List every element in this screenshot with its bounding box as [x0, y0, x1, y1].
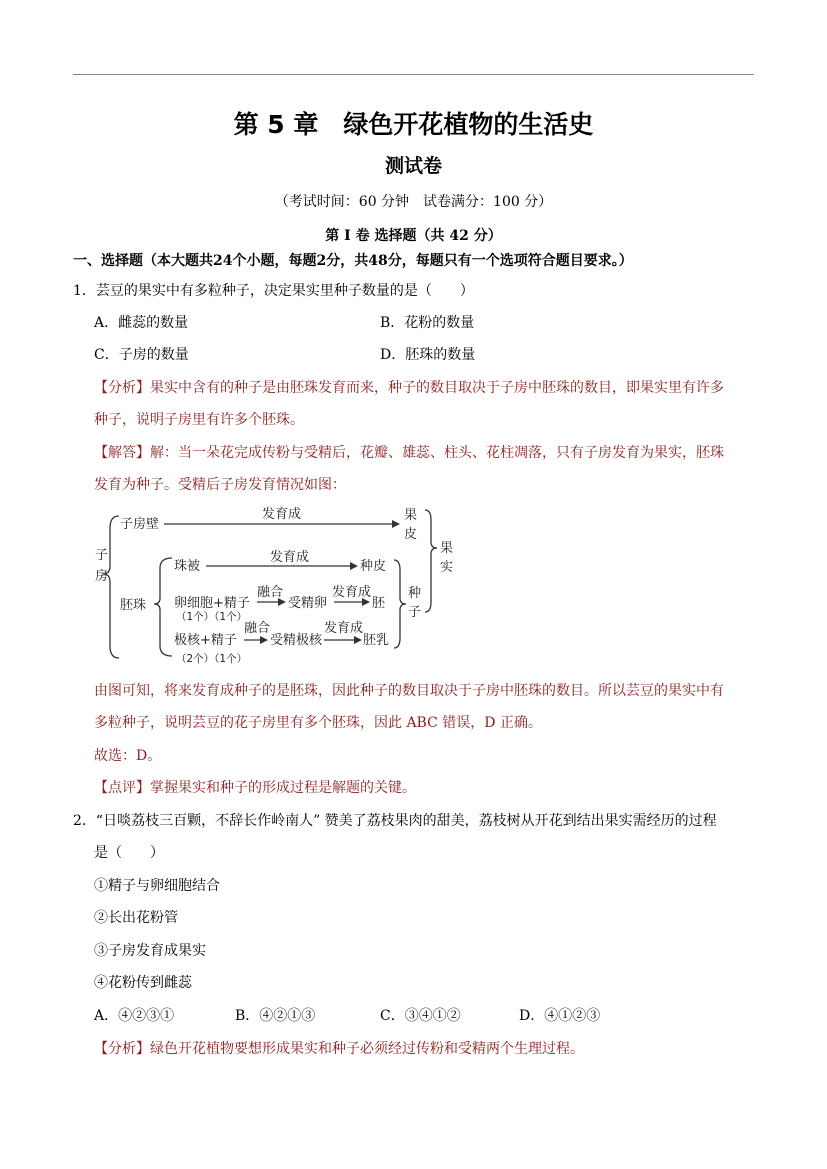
q2-item-4: ④花粉传到雌蕊: [94, 975, 192, 991]
exam-info: （考试时间：60 分钟 试卷满分：100 分）: [274, 194, 553, 210]
embryo-label: 胚: [372, 596, 386, 611]
q2-option-c[interactable]: C．③④①②: [380, 1008, 461, 1024]
integument-label: 珠被: [174, 559, 201, 574]
header-divider: [73, 74, 754, 75]
question-2-stem-line-2: 是（ ）: [94, 845, 164, 861]
develop-label-4: 发育成: [324, 621, 364, 636]
polar-sperm-count: （2个）（1个）: [176, 653, 248, 665]
arrowhead-fuse-2: [260, 636, 268, 644]
arrowhead-polar: [354, 636, 362, 644]
page-subtitle: 测试卷: [384, 155, 442, 177]
question-1-stem: 1．芸豆的果实中有多粒种子，决定果实里种子数量的是（ ）: [73, 283, 474, 299]
ovule-label: 胚珠: [120, 598, 147, 613]
q2-analysis: 【分析】绿色开花植物要想形成果实和种子必须经过传粉和受精两个生理过程。: [94, 1041, 584, 1057]
pericarp-label-2: 皮: [404, 527, 418, 542]
q1-option-b[interactable]: B．花粉的数量: [380, 315, 475, 331]
ovary-development-diagram: [92, 504, 462, 669]
fruit-label-1: 果: [440, 541, 454, 556]
q1-conclusion-line-1: 由图可知，将来发育成种子的是胚珠，因此种子的数目取决于子房中胚珠的数目。所以芸豆的果实中有: [94, 683, 724, 699]
section-heading: 一、选择题（本大题共24个小题，每题2分，共48分，每题只有一个选项符合题目要求。）: [73, 253, 633, 269]
q2-item-2: ②长出花粉管: [94, 910, 178, 926]
endosperm-label: 胚乳: [363, 633, 390, 648]
q1-analysis-line-2: 种子，说明子房里有许多个胚珠。: [94, 412, 304, 428]
polar-sperm-label: 极核+精子: [174, 633, 237, 648]
q1-option-a[interactable]: A．雌蕊的数量: [94, 315, 189, 331]
ovary-brace: [103, 516, 119, 658]
ovule-brace: [154, 558, 172, 656]
ovary-wall-label: 子房壁: [120, 517, 160, 532]
fertilized-polar-label: 受精极核: [270, 633, 323, 648]
seed-label-1: 种: [408, 586, 422, 601]
egg-sperm-count: （1个）（1个）: [176, 611, 248, 623]
ovary-label-2: 房: [95, 569, 109, 584]
q1-answer-line-1: 【解答】解：当一朵花完成传粉与受精后，花瓣、雄蕊、柱头、花柱凋落，只有子房发育为果实，胚珠: [94, 445, 724, 461]
q2-item-3: ③子房发育成果实: [94, 943, 206, 959]
fruit-brace: [425, 510, 437, 612]
develop-label-3: 发育成: [332, 585, 372, 600]
q1-comment: 【点评】掌握果实和种子的形成过程是解题的关键。: [94, 780, 416, 796]
q2-option-d[interactable]: D．④①②③: [519, 1008, 601, 1024]
part-title: 第 I 卷 选择题（共 42 分）: [325, 228, 502, 244]
fuse-label-1: 融合: [257, 585, 284, 600]
q2-option-b[interactable]: B．④②①③: [235, 1008, 316, 1024]
q1-option-d[interactable]: D．胚珠的数量: [380, 347, 476, 363]
q1-choice: 故选：D。: [94, 748, 162, 764]
egg-sperm-label: 卵细胞+精子: [174, 596, 250, 611]
zygote-label: 受精卵: [288, 596, 328, 611]
fuse-label-2: 融合: [244, 621, 271, 636]
q1-analysis-line-1: 【分析】果实中含有的种子是由胚珠发育而来，种子的数目取决于子房中胚珠的数目，即果实里有许多: [94, 380, 724, 396]
develop-label-1: 发育成: [262, 507, 302, 522]
q1-option-c[interactable]: C．子房的数量: [94, 347, 189, 363]
q2-item-1: ①精子与卵细胞结合: [94, 878, 220, 894]
page-title: 第 5 章 绿色开花植物的生活史: [233, 110, 594, 139]
seed-coat-label: 种皮: [360, 559, 387, 574]
question-2-stem-line-1: 2．“日啖荔枝三百颗，不辞长作岭南人” 赞美了荔枝果肉的甜美，荔枝树从开花到结出果实需经历的过程: [73, 813, 717, 829]
fruit-label-2: 实: [440, 560, 454, 575]
q1-conclusion-line-2: 多粒种子，说明芸豆的花子房里有多个胚珠，因此 ABC 错误，D 正确。: [94, 715, 542, 731]
q2-option-a[interactable]: A．④②③①: [94, 1008, 175, 1024]
arrowhead-ovary-wall: [392, 520, 400, 528]
q1-answer-line-2: 发育为种子。受精后子房发育情况如图：: [94, 477, 346, 493]
ovary-label-1: 子: [95, 548, 109, 563]
pericarp-label-1: 果: [404, 508, 418, 523]
arrowhead-integument: [350, 562, 358, 570]
seed-label-2: 子: [408, 605, 422, 620]
develop-label-2: 发育成: [270, 550, 310, 565]
seed-brace: [394, 560, 406, 648]
